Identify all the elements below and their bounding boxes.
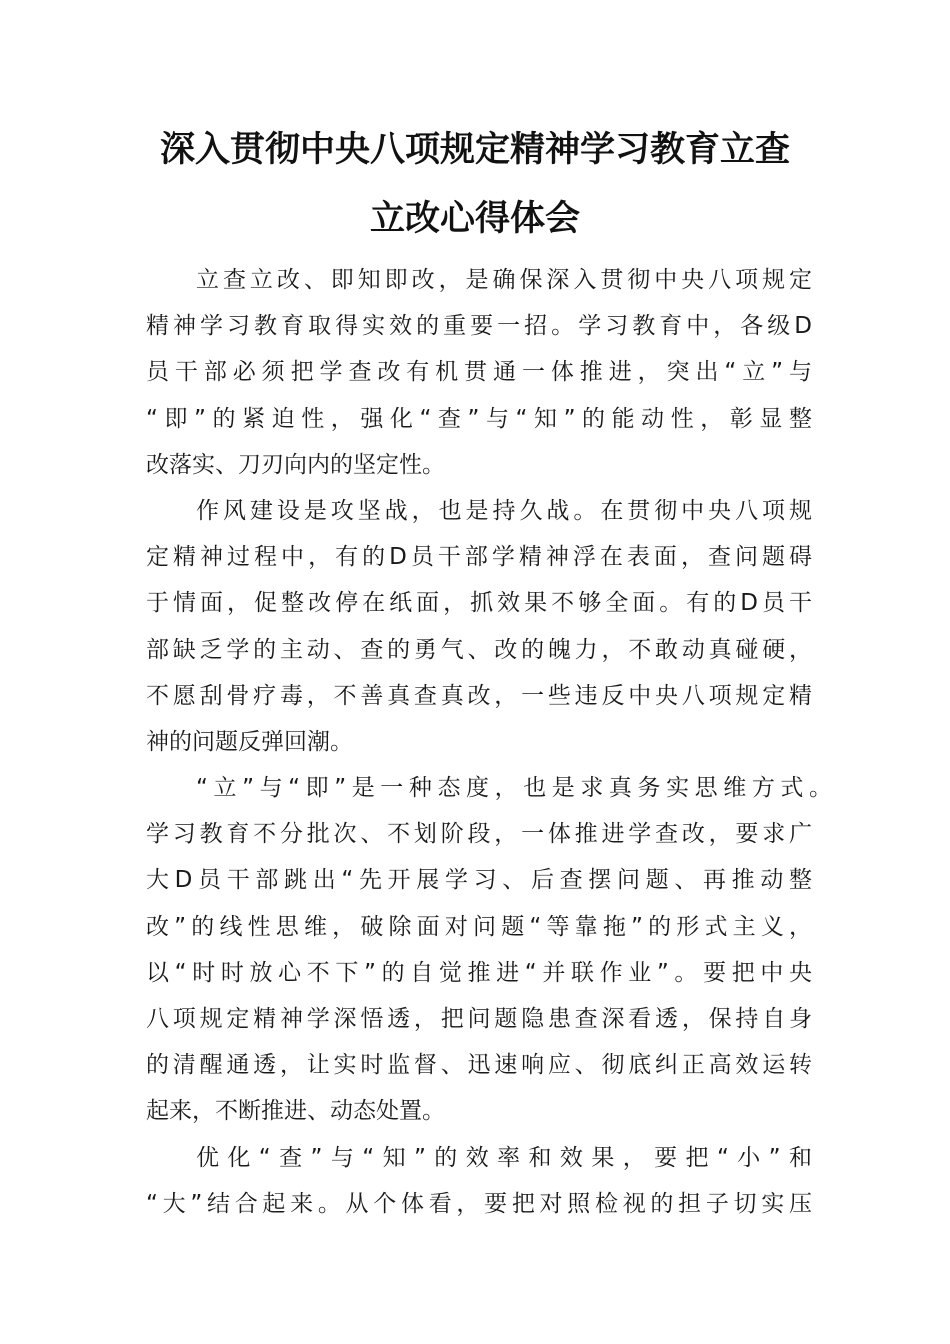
paragraph-line: 不愿刮骨疗毒，不善真查真改，一些违反中央八项规定精 xyxy=(146,682,812,709)
paragraph-line: 于情面，促整改停在纸面，抓效果不够全面。有的D员干 xyxy=(146,590,812,617)
paragraph-line: 改”的线性思维，破除面对问题“等靠拖”的形式主义， xyxy=(146,913,812,940)
paragraph-2 xyxy=(146,488,812,765)
paragraph-line: 大D员干部跳出“先开展学习、后查摆问题、再推动整 xyxy=(146,867,812,894)
paragraph-3 xyxy=(146,765,832,1135)
paragraph-line: 以“时时放心不下”的自觉推进“并联作业”。要把中央 xyxy=(146,959,812,986)
paragraph-line: 精神学习教育取得实效的重要一招。学习教育中，各级D xyxy=(146,313,812,340)
paragraph-line: 定精神过程中，有的D员干部学精神浮在表面，查问题碍 xyxy=(146,544,812,571)
paragraph-1 xyxy=(146,257,812,488)
paragraph-line: 神的问题反弹回潮。 xyxy=(146,728,353,755)
paragraph-line: 员干部必须把学查改有机贯通一体推进，突出“立”与 xyxy=(146,359,812,386)
paragraph-line: “立”与“即”是一种态度，也是求真务实思维方式。 xyxy=(196,775,832,802)
paragraph-line: “即”的紧迫性，强化“查”与“知”的能动性，彰显整 xyxy=(146,405,812,432)
paragraph-line: 学习教育不分批次、不划阶段，一体推进学查改，要求广 xyxy=(146,821,812,848)
paragraph-4 xyxy=(146,1135,812,1227)
document-title-line-1: 深入贯彻中央八项规定精神学习教育立查 xyxy=(159,129,790,170)
paragraph-line: 部缺乏学的主动、查的勇气、改的魄力，不敢动真碰硬， xyxy=(146,636,812,663)
document-title-line-2: 立改心得体会 xyxy=(369,198,580,239)
paragraph-line: 作风建设是攻坚战，也是持久战。在贯彻中央八项规 xyxy=(196,497,812,524)
paragraph-line: 优化“查”与“知”的效率和效果，要把“小”和 xyxy=(196,1144,812,1171)
paragraph-line: “大”结合起来。从个体看，要把对照检视的担子切实压 xyxy=(146,1190,812,1217)
document-body xyxy=(146,257,832,1227)
paragraph-line: 立查立改、即知即改，是确保深入贯彻中央八项规定 xyxy=(196,267,812,293)
paragraph-line: 改落实、刀刃向内的坚定性。 xyxy=(146,451,445,478)
paragraph-line: 八项规定精神学深悟透，把问题隐患查深看透，保持自身 xyxy=(146,1006,812,1032)
paragraph-line: 起来，不断推进、动态处置。 xyxy=(146,1098,445,1125)
paragraph-line: 的清醒通透，让实时监督、迅速响应、彻底纠正高效运转 xyxy=(146,1052,812,1079)
